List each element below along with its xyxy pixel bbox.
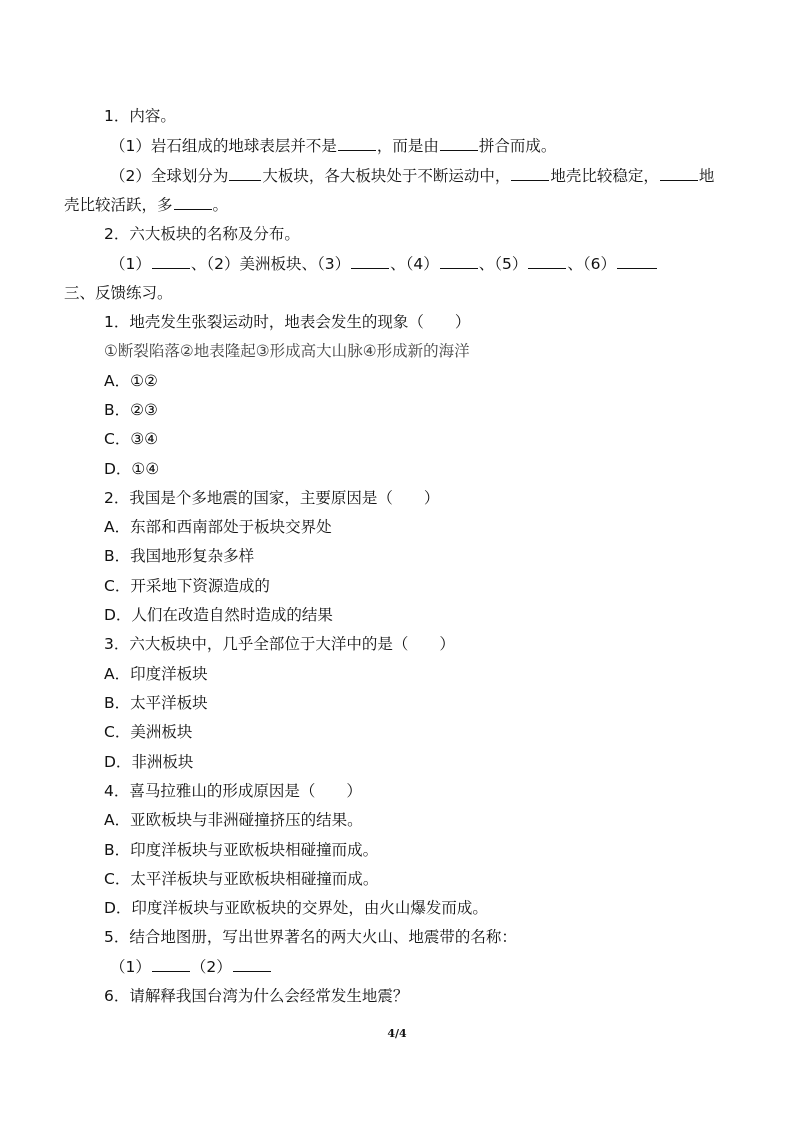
answer-blank[interactable] <box>152 254 190 269</box>
content-heading: 1．内容。 <box>104 107 176 125</box>
text: 、（2）美洲板块、（3） <box>190 255 351 273</box>
option-d[interactable]: D．①④ <box>104 460 160 478</box>
option-c[interactable]: C．③④ <box>104 430 159 448</box>
text: 大板块，各大板块处于不断运动中， <box>262 167 511 185</box>
option-a[interactable]: A．亚欧板块与非洲碰撞挤压的结果。 <box>104 811 363 829</box>
text: 拼合而成。 <box>478 137 557 155</box>
question-6: 6．请解释我国台湾为什么会经常发生地震？ <box>104 987 409 1005</box>
question-5-answers <box>110 957 272 977</box>
answer-blank[interactable] <box>229 166 261 181</box>
answer-blank[interactable] <box>440 254 478 269</box>
option-b[interactable]: B．太平洋板块 <box>104 694 208 712</box>
answer-blank[interactable] <box>174 195 212 210</box>
text: 、（4） <box>390 255 439 273</box>
six-plates-heading: 2．六大板块的名称及分布。 <box>104 225 300 243</box>
text: （2） <box>190 958 232 976</box>
answer-blank[interactable] <box>511 166 549 181</box>
text: 、（6） <box>567 255 616 273</box>
answer-blank[interactable] <box>233 957 271 972</box>
question-4: 4．喜马拉雅山的形成原因是（ ） <box>104 782 362 800</box>
text: （2）全球划分为 <box>110 167 229 185</box>
option-d[interactable]: D．人们在改造自然时造成的结果 <box>104 606 333 624</box>
option-a[interactable]: A．印度洋板块 <box>104 665 208 683</box>
question-2: 2．我国是个多地震的国家，主要原因是（ ） <box>104 489 440 507</box>
answer-blank[interactable] <box>338 136 376 151</box>
text: （1） <box>110 958 151 976</box>
question-1: 1．地壳发生张裂运动时，地表会发生的现象（ ） <box>104 313 471 331</box>
text: （1）岩石组成的地球表层并不是 <box>110 137 337 155</box>
option-b[interactable]: B．②③ <box>104 401 158 419</box>
section-heading: 三、反馈练习。 <box>64 284 173 302</box>
answer-blank[interactable] <box>617 254 657 269</box>
text: 壳比较活跃，多 <box>64 196 173 214</box>
question-1-note: ①断裂陷落②地表隆起③形成高大山脉④形成新的海洋 <box>104 342 470 360</box>
question-5: 5．结合地图册，写出世界著名的两大火山、地震带的名称： <box>104 928 517 946</box>
option-a[interactable]: A．①② <box>104 372 158 390</box>
content-item-2-cont <box>64 195 228 215</box>
option-b[interactable]: B．印度洋板块与亚欧板块相碰撞而成。 <box>104 841 379 859</box>
content-item-1 <box>110 136 556 156</box>
text: 、（5） <box>478 255 528 273</box>
option-c[interactable]: C．太平洋板块与亚欧板块相碰撞而成。 <box>104 870 379 888</box>
answer-blank[interactable] <box>152 957 190 972</box>
option-c[interactable]: C．美洲板块 <box>104 723 193 741</box>
text: 地 <box>698 167 715 185</box>
option-d[interactable]: D．印度洋板块与亚欧板块的交界处，由火山爆发而成。 <box>104 899 488 917</box>
answer-blank[interactable] <box>660 166 698 181</box>
answer-blank[interactable] <box>528 254 566 269</box>
text: （1） <box>110 255 151 273</box>
six-plates-list <box>110 254 658 274</box>
option-d[interactable]: D．非洲板块 <box>104 753 194 771</box>
question-3: 3．六大板块中，几乎全部位于大洋中的是（ ） <box>104 635 455 653</box>
content-item-2 <box>110 166 714 186</box>
option-c[interactable]: C．开采地下资源造成的 <box>104 577 270 595</box>
text: ，而是由 <box>376 137 439 155</box>
answer-blank[interactable] <box>440 136 478 151</box>
text: 地壳比较稳定， <box>550 167 659 185</box>
option-b[interactable]: B．我国地形复杂多样 <box>104 547 255 565</box>
text: 。 <box>212 196 229 214</box>
page-number: 4/4 <box>387 1027 407 1040</box>
option-a[interactable]: A．东部和西南部处于板块交界处 <box>104 518 332 536</box>
answer-blank[interactable] <box>351 254 389 269</box>
